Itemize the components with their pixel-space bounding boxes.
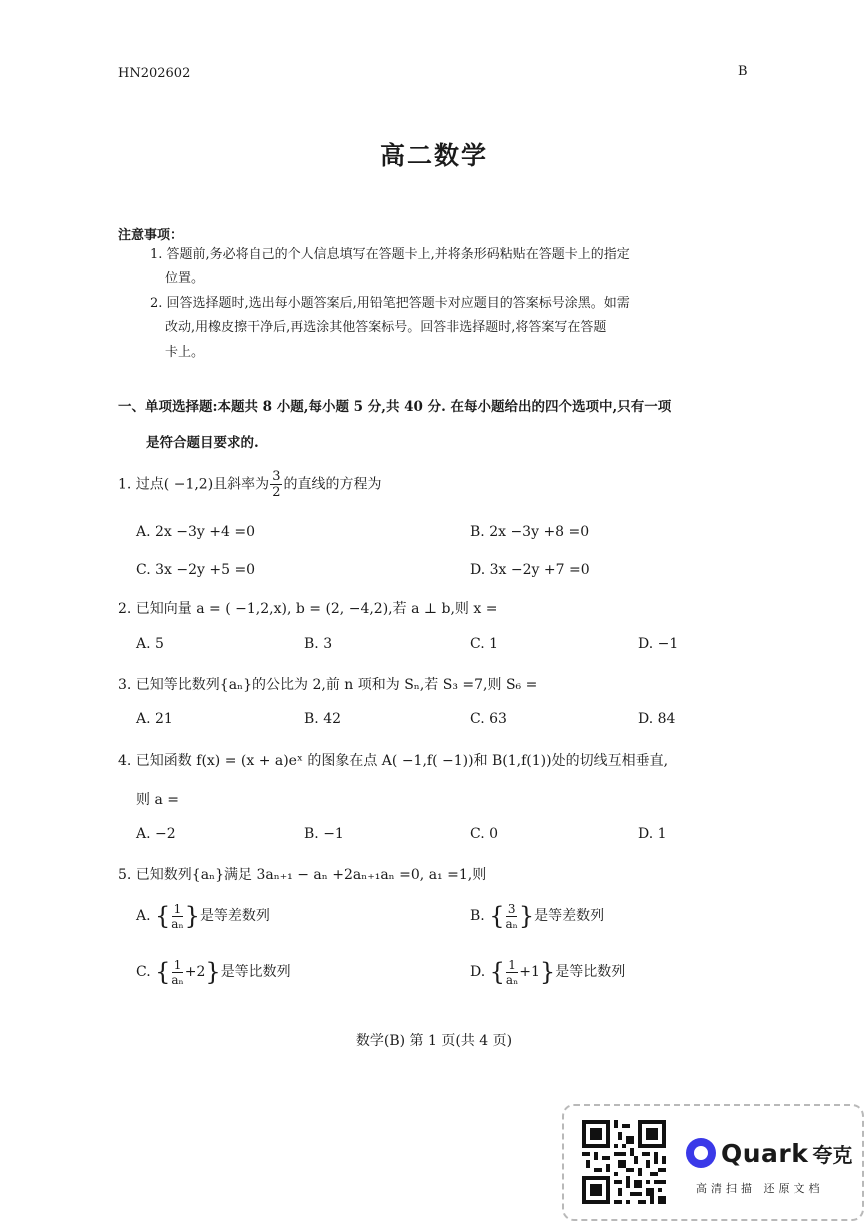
notice-heading: 注意事项： (118, 228, 184, 243)
question-5-stem: 5. 已知数列{aₙ}满足 3aₙ₊₁ − aₙ +2aₙ₊₁aₙ =0, a₁ =1,则 (118, 867, 487, 883)
question-4-stem-2: 则 a = (136, 792, 179, 808)
question-5-option-b (470, 902, 604, 930)
right-brace-icon: } (539, 958, 556, 986)
brand-name-cn: 夸克 (812, 1142, 853, 1167)
left-brace-icon: { (155, 902, 171, 930)
question-3-option-a: A. 21 (136, 711, 173, 727)
fraction-numerator: 1 (173, 901, 182, 916)
section-heading-line2: 是符合题目要求的. (146, 435, 259, 451)
fraction-numerator: 1 (173, 957, 182, 972)
notice-line-1: 1. 答题前,务必将自己的个人信息填写在答题卡上,并将条形码粘贴在答题卡上的指定 (150, 247, 630, 262)
left-brace-icon: { (489, 958, 505, 986)
brand-tagline: 高清扫描 还原文档 (696, 1182, 824, 1195)
right-brace-icon: } (184, 902, 200, 930)
fraction-denominator: 2 (272, 485, 281, 500)
option-tail: +1 (519, 964, 540, 980)
page-title: 高二数学 (379, 141, 488, 170)
option-text: 是等差数列 (534, 908, 605, 924)
question-2-stem: 2. 已知向量 a = ( −1,2,x), b = (2, −4,2),若 a ⊥ b,则 x = (118, 601, 498, 617)
question-3-option-c: C. 63 (470, 711, 507, 727)
right-brace-icon: } (205, 958, 221, 986)
quark-logo (686, 1138, 852, 1168)
question-5-option-c (136, 958, 291, 986)
option-label: B. (470, 908, 485, 924)
notice-line-4: 改动,用橡皮擦干净后,再选涂其他答案标号。回答非选择题时,将答案写在答题 (165, 320, 607, 335)
question-2-option-c: C. 1 (470, 636, 499, 652)
question-5-option-d (470, 958, 625, 986)
option-label: C. (136, 964, 151, 980)
option-fraction (506, 959, 518, 986)
option-tail: +2 (184, 964, 206, 980)
exam-code: HN202602 (118, 66, 191, 81)
notice-line-5: 卡上。 (165, 345, 205, 360)
option-fraction (171, 903, 183, 930)
option-text: 是等比数列 (220, 964, 291, 980)
question-5-option-a (136, 902, 270, 930)
question-4-option-c: C. 0 (470, 826, 499, 842)
question-3-stem: 3. 已知等比数列{aₙ}的公比为 2,前 n 项和为 Sₙ,若 S₃ =7,则 S₆ = (118, 677, 538, 693)
question-3-option-b: B. 42 (304, 711, 342, 727)
fraction-denominator: aₙ (171, 972, 184, 987)
notice-line-3: 2. 回答选择题时,选出每小题答案后,用铅笔把答题卡对应题目的答案标号涂黑。如需 (150, 296, 630, 311)
quark-scan-badge (562, 1104, 864, 1221)
option-label: A. (136, 908, 151, 924)
question-4-option-d: D. 1 (638, 826, 667, 842)
fraction-numerator: 3 (507, 901, 516, 916)
question-1-option-b: B. 2x −3y +8 =0 (470, 524, 590, 540)
question-4-option-b: B. −1 (304, 826, 344, 842)
fraction-numerator: 3 (272, 469, 281, 484)
page-footer: 数学(B) 第 1 页(共 4 页) (355, 1033, 513, 1049)
slope-fraction (270, 470, 282, 499)
question-1-option-d: D. 3x −2y +7 =0 (470, 562, 590, 578)
question-1-stem-tail: 的直线的方程为 (283, 476, 382, 493)
question-1-option-a: A. 2x −3y +4 =0 (136, 524, 255, 540)
option-label: D. (470, 964, 486, 980)
paper-version: B (738, 64, 748, 79)
brand-name: Quark (721, 1138, 809, 1168)
question-1-stem-text: 1. 过点( −1,2)且斜率为 (118, 476, 270, 493)
left-brace-icon: { (489, 902, 505, 930)
question-3-option-d: D. 84 (638, 711, 676, 727)
option-fraction (171, 959, 183, 986)
question-1-option-c: C. 3x −2y +5 =0 (136, 562, 256, 578)
question-4-stem: 4. 已知函数 f(x) = (x + a)eˣ 的图象在点 A( −1,f( −1))和 B(1,f(1))处的切线互相垂直, (118, 753, 669, 769)
fraction-denominator: aₙ (171, 916, 184, 931)
question-1-stem (118, 470, 381, 499)
option-fraction (505, 903, 517, 930)
question-2-option-b: B. 3 (304, 636, 333, 652)
option-text: 是等比数列 (555, 964, 626, 980)
left-brace-icon: { (155, 958, 171, 986)
question-2-option-d: D. −1 (638, 636, 679, 652)
question-4-option-a: A. −2 (136, 826, 176, 842)
section-heading-line1: 一、单项选择题:本题共 8 小题,每小题 5 分,共 40 分. 在每小题给出的四个选项中,只有一项 (118, 399, 672, 415)
fraction-denominator: aₙ (505, 972, 519, 987)
right-brace-icon: } (518, 902, 535, 930)
notice-line-2: 位置。 (165, 271, 205, 286)
qr-code-icon (582, 1120, 666, 1204)
quark-logo-icon (686, 1138, 716, 1168)
option-text: 是等差数列 (199, 908, 270, 924)
question-2-option-a: A. 5 (136, 636, 164, 652)
fraction-denominator: aₙ (505, 916, 518, 931)
fraction-numerator: 1 (508, 957, 516, 972)
